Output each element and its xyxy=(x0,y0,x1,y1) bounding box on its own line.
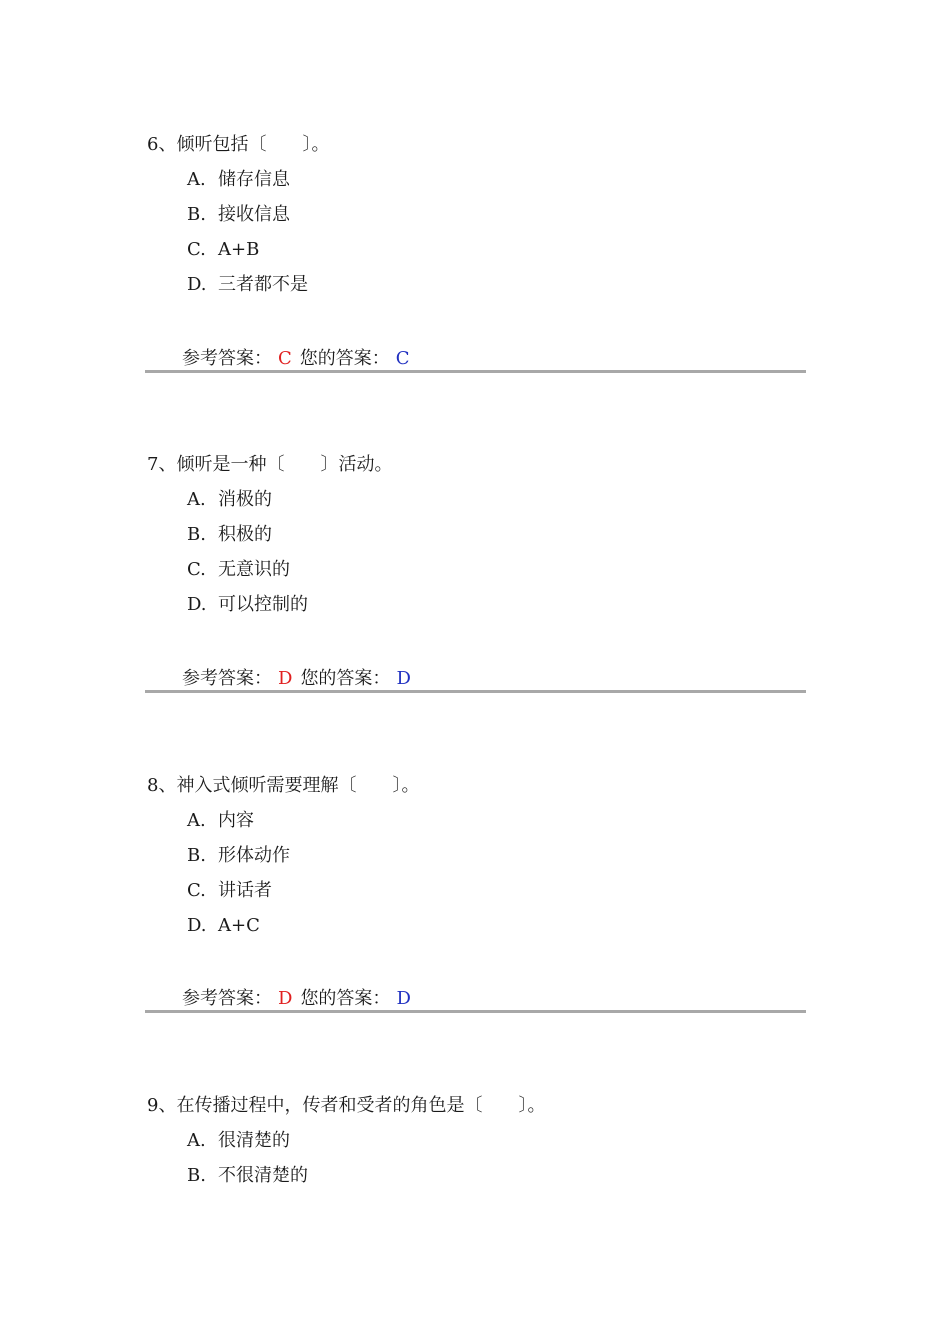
option-letter: B. xyxy=(187,1165,206,1186)
option-b xyxy=(187,523,272,547)
option-text: 讲话者 xyxy=(218,880,272,901)
option-letter: C. xyxy=(187,559,206,580)
answer-row xyxy=(182,347,410,371)
your-answer-value: C xyxy=(395,348,410,369)
option-text: 内容 xyxy=(218,810,254,831)
option-c xyxy=(187,558,290,582)
option-letter: A. xyxy=(187,489,206,510)
option-text: 不很清楚的 xyxy=(218,1165,308,1186)
option-letter: A. xyxy=(187,1130,206,1151)
answer-row xyxy=(182,987,411,1011)
option-text: A+B xyxy=(218,239,260,260)
option-text: 积极的 xyxy=(218,524,272,545)
option-letter: D. xyxy=(187,594,207,615)
option-b xyxy=(187,203,290,227)
option-text: 储存信息 xyxy=(218,169,290,190)
option-a xyxy=(187,488,272,512)
option-text: 消极的 xyxy=(218,489,272,510)
option-text: 三者都不是 xyxy=(218,274,308,295)
question-text: 6、倾听包括〔 〕。 xyxy=(147,134,330,155)
option-letter: B. xyxy=(187,204,206,225)
answer-row xyxy=(182,667,411,691)
option-b xyxy=(187,1164,308,1188)
question-text: 7、倾听是一种〔 〕活动。 xyxy=(147,454,393,475)
ref-answer-value: C xyxy=(278,348,292,369)
option-a xyxy=(187,809,254,833)
divider xyxy=(145,690,806,693)
option-text: 形体动作 xyxy=(218,845,290,866)
option-d xyxy=(187,914,260,938)
question-text: 9、在传播过程中，传者和受者的角色是〔 〕。 xyxy=(147,1095,546,1116)
option-a xyxy=(187,1129,290,1153)
divider xyxy=(145,1010,806,1013)
option-text: 很清楚的 xyxy=(218,1130,290,1151)
option-c xyxy=(187,238,259,262)
option-letter: A. xyxy=(187,169,206,190)
ref-answer-label: 参考答案： xyxy=(182,988,272,1009)
ref-answer-label: 参考答案： xyxy=(182,668,272,689)
option-d xyxy=(187,593,308,617)
option-c xyxy=(187,879,272,903)
option-text: 可以控制的 xyxy=(218,594,308,615)
option-a xyxy=(187,168,290,192)
option-letter: B. xyxy=(187,845,206,866)
divider xyxy=(145,370,806,373)
your-answer-label: 您的答案： xyxy=(299,348,390,369)
your-answer-value: D xyxy=(396,988,411,1009)
ref-answer-label: 参考答案： xyxy=(182,348,272,369)
option-letter: B. xyxy=(187,524,206,545)
option-letter: C. xyxy=(187,239,206,260)
option-letter: C. xyxy=(187,880,206,901)
option-text: A+C xyxy=(218,915,260,936)
option-text: 接收信息 xyxy=(218,204,290,225)
ref-answer-value: D xyxy=(278,988,293,1009)
your-answer-label: 您的答案： xyxy=(300,668,391,689)
option-letter: D. xyxy=(187,915,207,936)
option-letter: D. xyxy=(187,274,207,295)
ref-answer-value: D xyxy=(278,668,293,689)
option-d xyxy=(187,273,308,297)
option-letter: A. xyxy=(187,810,206,831)
question-text: 8、神入式倾听需要理解〔 〕。 xyxy=(147,775,420,796)
option-text: 无意识的 xyxy=(218,559,290,580)
your-answer-value: D xyxy=(396,668,411,689)
your-answer-label: 您的答案： xyxy=(300,988,391,1009)
option-b xyxy=(187,844,290,868)
